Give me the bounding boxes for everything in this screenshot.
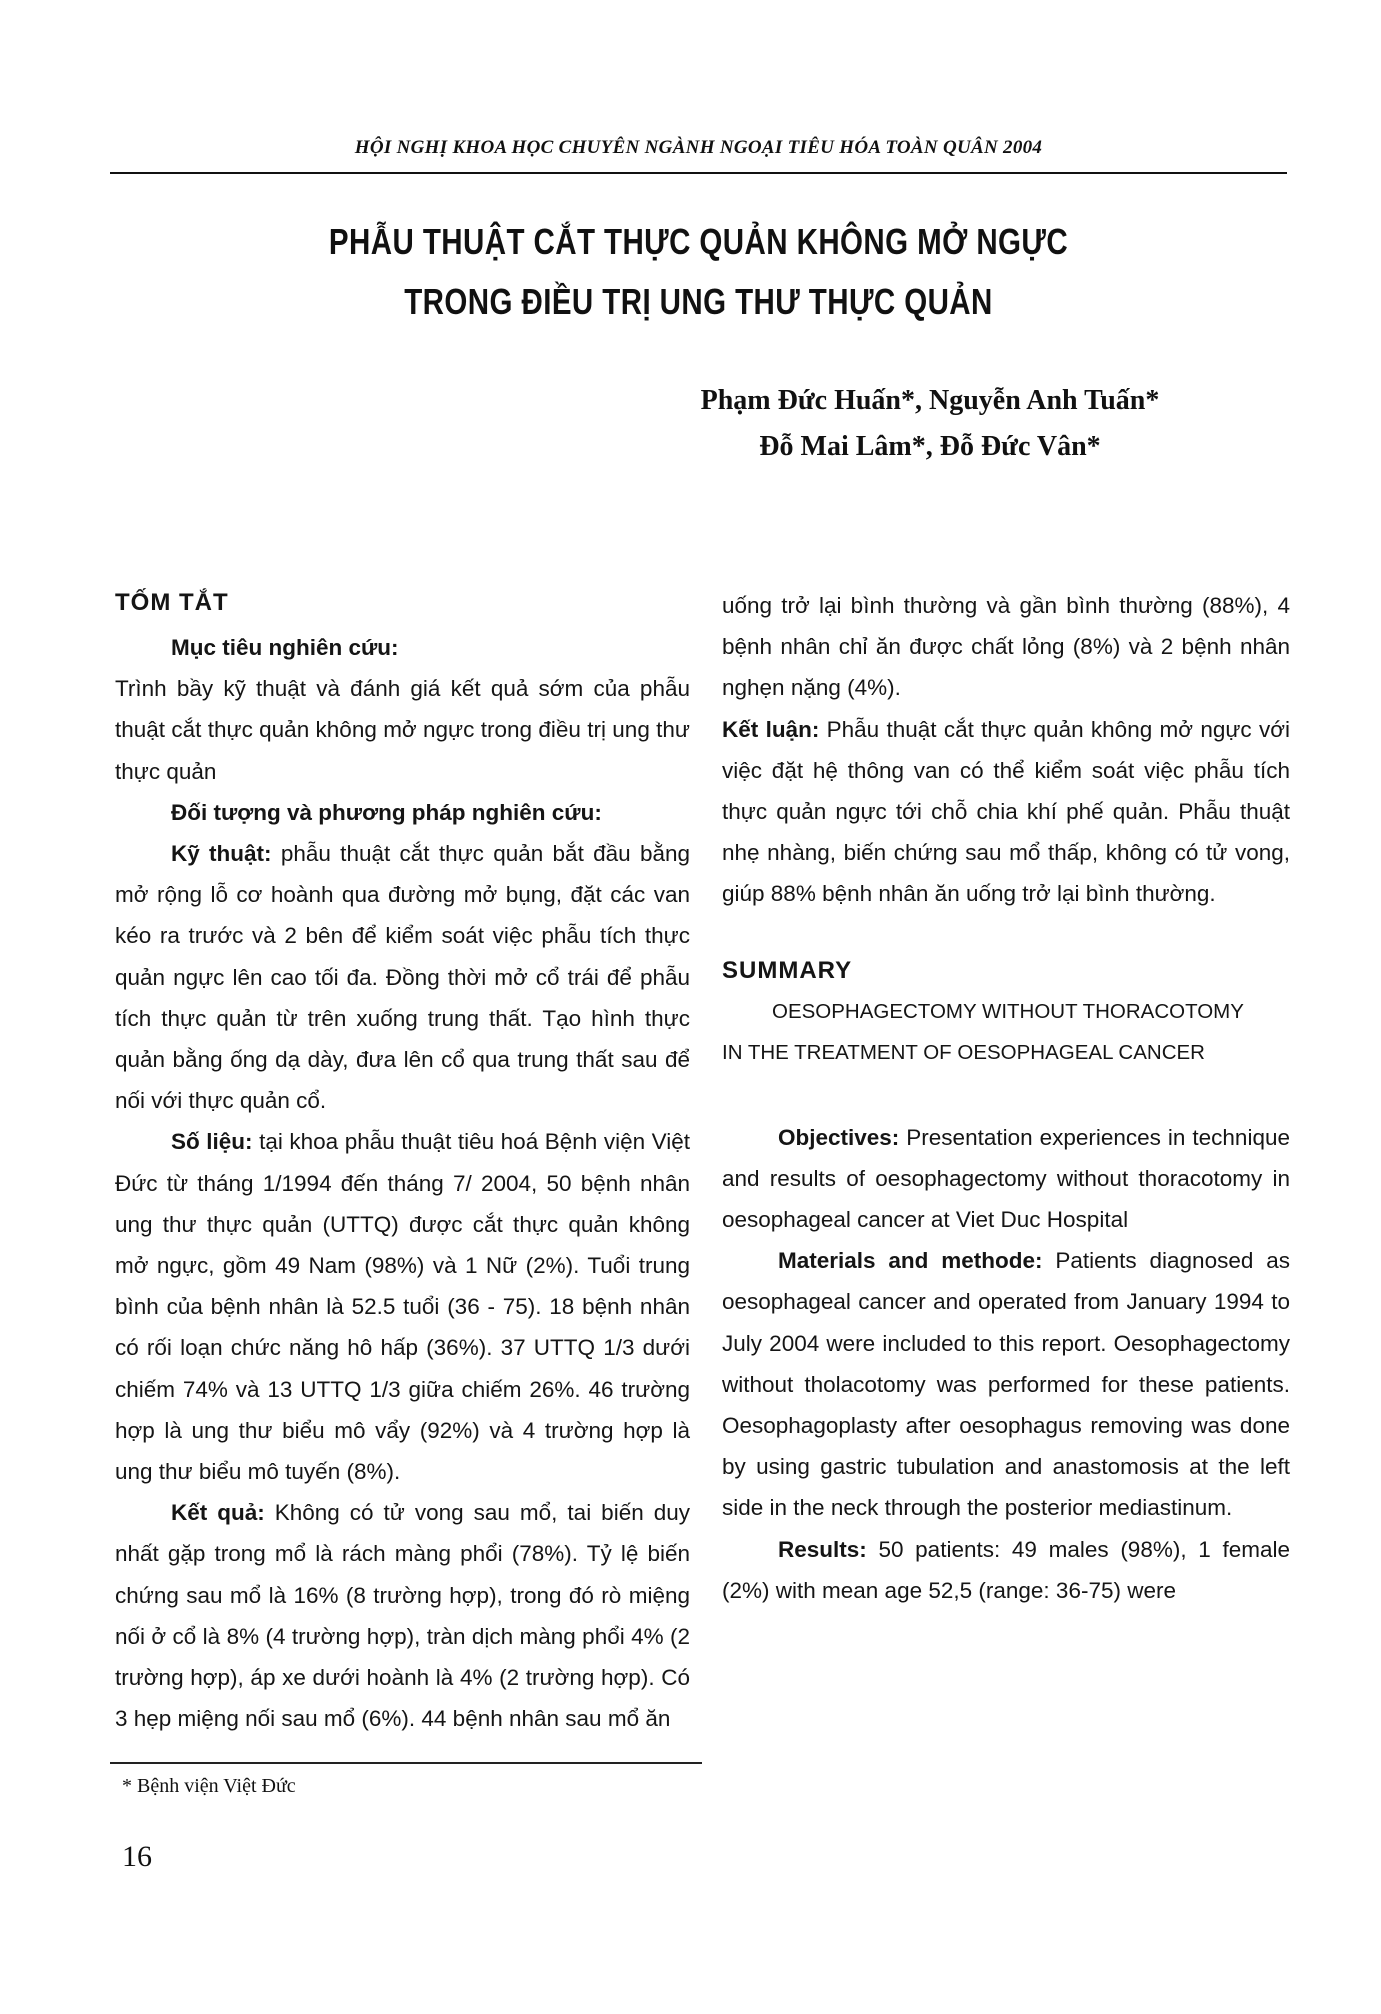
materials-label: Materials and methode: [778,1248,1043,1274]
results-paragraph [115,1492,690,1739]
conclusion-label: Kết luận: [722,716,820,742]
summary-title-line-1: OESOPHAGECTOMY WITHOUT THORACOTOMY [772,999,1244,1023]
objectives-text: Presentation experiences in technique and results of oesophagectomy without thoracotomy in oesophageal cancer at Viet Duc Hospital [722,1124,1290,1233]
objectives-paragraph [722,1117,1290,1241]
article-title-line-2: TRONG ĐIỀU TRỊ UNG THƯ THỰC QUẢN [404,281,993,322]
authors-line-2: Đỗ Mai Lâm*, Đỗ Đức Vân* [759,431,1101,462]
results-text: Không có tử vong sau mổ, tai biến duy nhất gặp trong mổ là rách màng phổi (78%). Tỷ lệ biến chứng sau mổ là 16% (8 trường hợp), trong đó rò miệng nối ở cổ là 8% (4 trường hợp), tràn dịch màng phổi 4% (2 trường hợp), áp xe dưới hoành là 4% (2 trường hợp). Có 3 hẹp miệng nối sau mổ (6%). 44 bệnh nhân sau mổ ăn [115,1500,690,1732]
running-header: HỘI NGHỊ KHOA HỌC CHUYÊN NGÀNH NGOẠI TIÊU HÓA TOÀN QUÂN 2004 [354,137,1043,158]
summary-title [722,991,1290,1073]
footnote: * Bệnh viện Việt Đức [122,1775,296,1797]
technique-text: phẫu thuật cắt thực quản bắt đầu bằng mở rộng lỗ cơ hoành qua đường mở bụng, đặt các van kéo ra trước và 2 bên để kiểm soát việc phẫu tích thực quản ngực lên cao tối đa. Đồng thời mở cổ trái để phẫu tích thực quản từ trên xuống trung thất. Tạo hình thực quản bằng ống dạ dày, đưa lên cổ qua trung thất sau để nối với thực quản cổ. [115,841,691,1114]
summary-heading: SUMMARY [722,956,853,984]
technique-paragraph [115,833,690,1121]
results-en-paragraph [722,1529,1290,1611]
spacer [722,1073,1290,1117]
materials-heading: Đối tượng và phương pháp nghiên cứu: [171,799,602,825]
results-text-continued: uống trở lại bình thường và gần bình thường (88%), 4 bệnh nhân chỉ ăn được chất lỏng (8%) và 2 bệnh nhân nghẹn nặng (4%). [722,593,1290,701]
article-title-line-1: PHẪU THUẬT CẮT THỰC QUẢN KHÔNG MỞ NGỰC [328,221,1069,262]
results-label: Kết quả: [171,1500,265,1526]
authors-line-1: Phạm Đức Huấn*, Nguyễn Anh Tuấn* [700,385,1160,416]
materials-text: Patients diagnosed as oesophageal cancer and operated from January 1994 to July 2004 were included to this report. Oesophagectomy without tholacotomy was performed for these patients. Oesophagoplasty after oesophagus removing was done by using gastric tubulation and anastomosis at the left side in the neck through the posterior mediastinum. [722,1248,1290,1521]
objective-text: Trình bầy kỹ thuật và đánh giá kết quả sớm của phẫu thuật cắt thực quản không mở ngực trong điều trị ung thư thực quản [115,676,690,784]
results-en-text: 50 patients: 49 males (98%), 1 female (2%) with mean age 52,5 (range: 36-75) were [722,1536,1290,1603]
conclusion-paragraph [722,585,1290,709]
author-list [620,378,1240,470]
left-column [115,585,690,1739]
conclusion-paragraph-main [722,709,1290,915]
page-number: 16 [122,1840,152,1873]
objective-heading: Mục tiêu nghiên cứu: [171,635,399,660]
results-en-label: Results: [778,1536,867,1562]
objectives-label: Objectives: [778,1124,900,1150]
abstract-heading: TỐM TẮT [115,589,229,616]
article-title [216,212,1181,332]
data-label: Số liệu: [171,1129,253,1155]
summary-title-line-2: IN THE TREATMENT OF OESOPHAGEAL CANCER [722,1040,1205,1064]
data-paragraph [115,1121,690,1492]
materials-paragraph [722,1240,1290,1528]
conclusion-text: Phẫu thuật cắt thực quản không mở ngực với việc đặt hệ thông van có thể kiểm soát việc phẫu tích thực quản ngực tới chỗ chia khí phế quản. Phẫu thuật nhẹ nhàng, biến chứng sau mổ thấp, không có tử vong, giúp 88% bệnh nhân ăn uống trở lại bình thường. [722,716,1290,907]
right-column [722,585,1290,1611]
footnote-rule [110,1762,702,1764]
technique-label: Kỹ thuật: [171,841,272,867]
header-rule [110,172,1287,174]
data-text: tại khoa phẫu thuật tiêu hoá Bệnh viện Việt Đức từ tháng 1/1994 đến tháng 7/ 2004, 50 bệnh nhân ung thư thực quản (UTTQ) được cắt thực quản không mở ngực, gồm 49 Nam (98%) và 1 Nữ (2%). Tuổi trung bình của bệnh nhân là 52.5 tuổi (36 - 75). 18 bệnh nhân có rối loạn chức năng hô hấp (36%). 37 UTTQ 1/3 dưới chiếm 74% và 13 UTTQ 1/3 giữa chiếm 26%. 46 trường hợp là ung thư biểu mô vẩy (92%) và 4 trường hợp là ung thư biểu mô tuyến (8%). [115,1129,690,1485]
